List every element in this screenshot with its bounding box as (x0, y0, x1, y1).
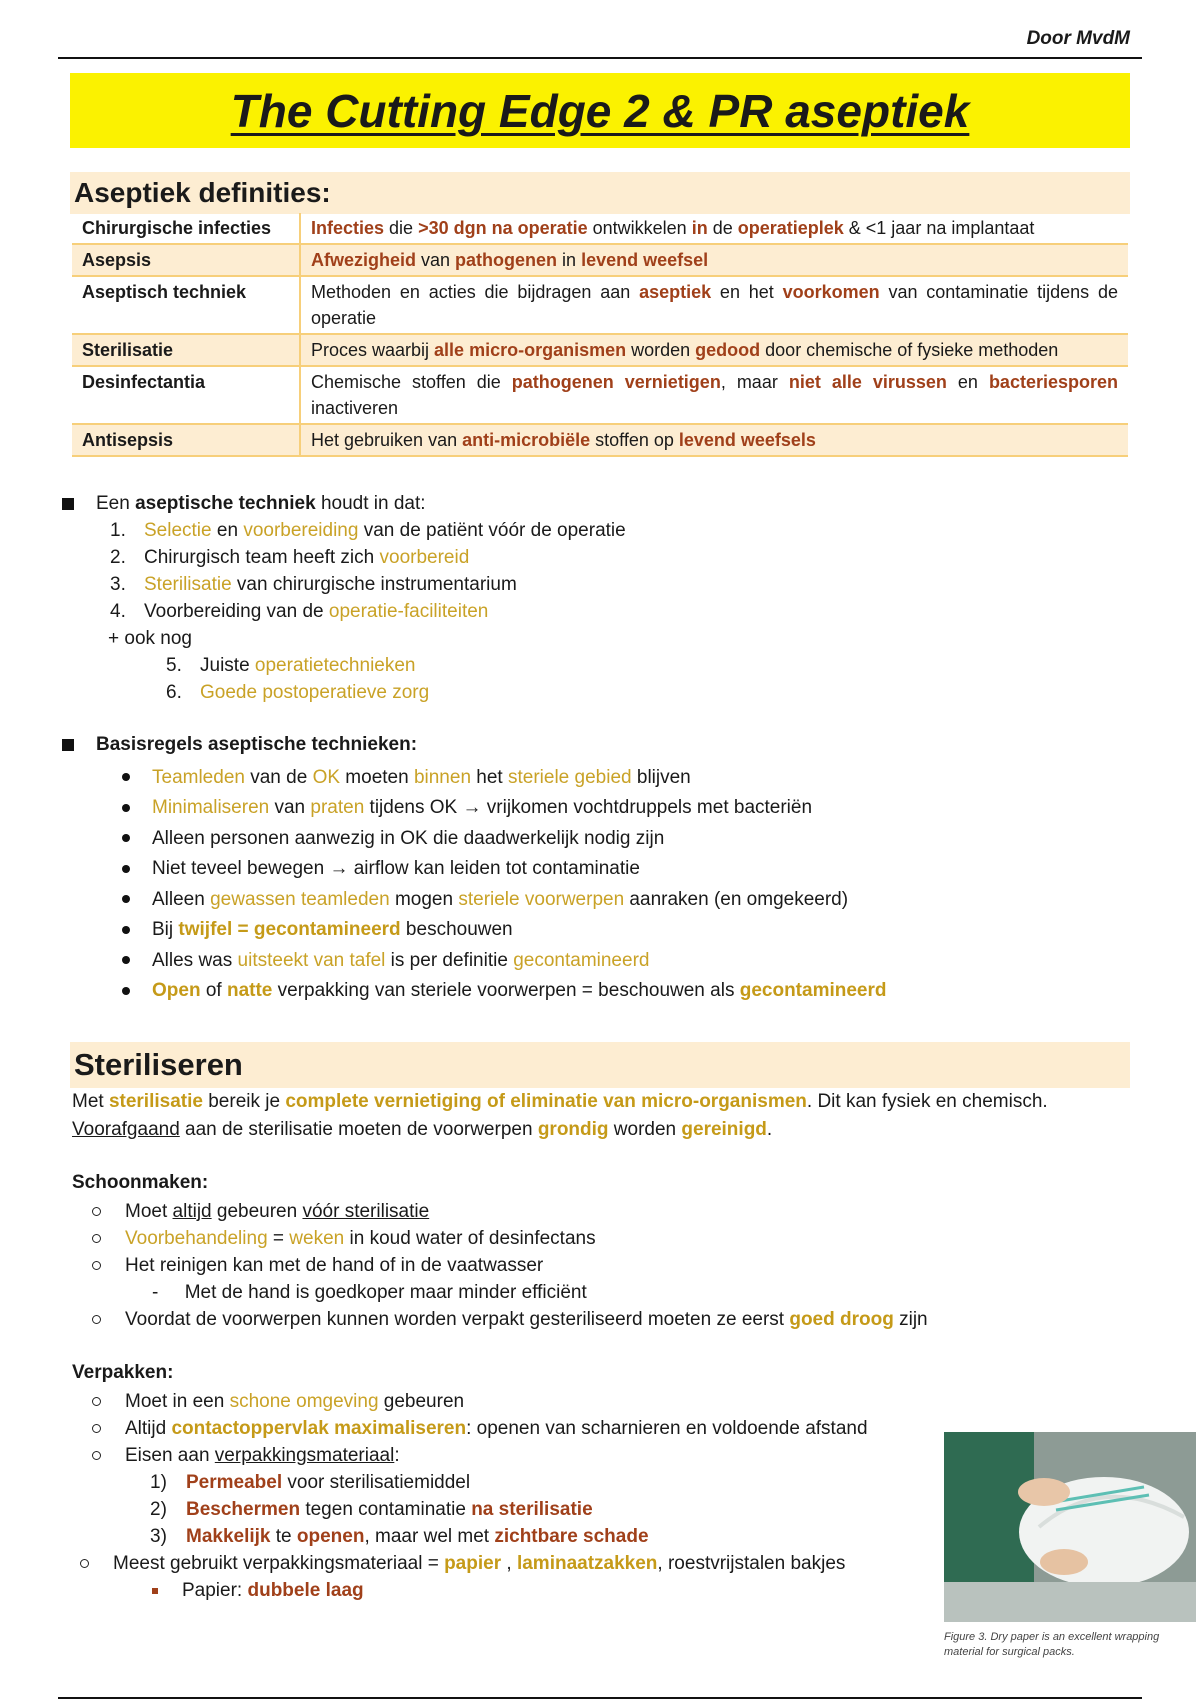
schoonmaken-heading: Schoonmaken: (72, 1172, 209, 1193)
rule-item: Open of natte verpakking van steriele voorwerpen = beschouwen als gecontamineerd (62, 976, 887, 1007)
definition-desc: Methoden en acties die bijdragen aan aseptiek en het voorkomen van contaminatie tijdens de operatie (300, 276, 1128, 334)
bullet-dot-icon (122, 834, 130, 842)
schoonmaken-item: Het reinigen kan met de hand of in de vaatwasser (92, 1252, 928, 1279)
definition-desc: Afwezigheid van pathogenen in levend weefsel (300, 244, 1128, 276)
technique-intro-text: Een aseptische techniek houdt in dat: (96, 493, 426, 514)
steriliseren-heading-bar (70, 1042, 1130, 1088)
rules-block (62, 731, 887, 1006)
definition-desc: Infecties die >30 dgn na operatie ontwikkelen in de operatieplek & <1 jaar na implantaat (300, 213, 1128, 244)
schoonmaken-dash-item: - Met de hand is goedkoper maar minder efficiënt (152, 1282, 587, 1303)
mostused-item: Meest gebruikt verpakkingsmateriaal = papier , laminaatzakken, roestvrijstalen bakjes (80, 1550, 845, 1577)
rule-item: Alleen personen aanwezig in OK die daadwerkelijk nodig zijn (62, 823, 887, 854)
definition-desc: Chemische stoffen die pathogenen vernietigen, maar niet alle virussen en bacteriesporen inactiveren (300, 366, 1128, 424)
technique-block (62, 490, 626, 706)
hands-wrapping-illustration (944, 1432, 1196, 1622)
square-bullet-icon (62, 498, 74, 510)
bullet-dot-icon (122, 926, 130, 934)
verpakken-item: Moet in een schone omgeving gebeuren (92, 1388, 868, 1415)
definition-desc: Proces waarbij alle micro-organismen worden gedood door chemische of fysieke methoden (300, 334, 1128, 366)
steriliseren-intro-line-1: Met sterilisatie bereik je complete vernietiging of eliminatie van micro-organismen. Dit kan fysiek en chemisch. (72, 1091, 1048, 1112)
verpakken-item: Eisen aan verpakkingsmateriaal: (92, 1442, 868, 1469)
definition-desc: Het gebruiken van anti-microbiële stoffen op levend weefsels (300, 424, 1128, 456)
wrapping-photo (944, 1432, 1196, 1622)
circle-bullet-icon (92, 1261, 101, 1270)
definitions-table (72, 213, 1128, 457)
rule-item: Niet teveel bewegen → airflow kan leiden tot contaminatie (62, 854, 887, 885)
packaging-requirement: 2) Beschermen tegen contaminatie na sterilisatie (150, 1499, 593, 1520)
definition-term: Chirurgische infecties (72, 213, 300, 244)
definition-term: Aseptisch techniek (72, 276, 300, 334)
bullet-dot-icon (122, 956, 130, 964)
header-divider (58, 57, 1142, 59)
definitions-heading-bar (70, 172, 1130, 214)
schoonmaken-item: Moet altijd gebeuren vóór sterilisatie (92, 1198, 928, 1225)
rule-item: Alles was uitsteekt van tafel is per definitie gecontamineerd (62, 945, 887, 976)
page-title: The Cutting Edge 2 & PR aseptiek (230, 84, 970, 137)
definition-row (72, 334, 1128, 366)
definition-term: Asepsis (72, 244, 300, 276)
verpakken-item: Altijd contactoppervlak maximaliseren: openen van scharnieren en voldoende afstand (92, 1415, 868, 1442)
circle-bullet-icon (92, 1207, 101, 1216)
packaging-requirement: 1) Permeabel voor sterilisatiemiddel (150, 1472, 471, 1493)
verpakken-list (92, 1388, 868, 1550)
figure-caption: Figure 3. Dry paper is an excellent wrapping material for surgical packs. (944, 1631, 1160, 1658)
bullet-dot-icon (122, 895, 130, 903)
circle-bullet-icon (92, 1424, 101, 1433)
also-label: + ook nog (108, 628, 192, 649)
circle-bullet-icon (80, 1559, 89, 1568)
rule-item: Minimaliseren van praten tijdens OK → vrijkomen vochtdruppels met bacteriën (62, 793, 887, 824)
small-square-bullet-icon (152, 1588, 158, 1594)
definition-row (72, 213, 1128, 244)
verpakken-mostused-list (80, 1550, 845, 1604)
schoonmaken-item: Voorbehandeling = weken in koud water of desinfectans (92, 1225, 928, 1252)
steriliseren-intro (72, 1088, 1132, 1144)
definition-row (72, 366, 1128, 424)
technique-list-item: 2. Chirurgisch team heeft zich voorbereid (110, 547, 470, 568)
square-bullet-icon (62, 739, 74, 751)
author-label: Door MvdM (1026, 28, 1130, 49)
definition-term: Desinfectantia (72, 366, 300, 424)
verpakken-heading: Verpakken: (72, 1362, 174, 1383)
paper-item: Papier: dubbele laag (80, 1577, 845, 1604)
circle-bullet-icon (92, 1315, 101, 1324)
bullet-dot-icon (122, 773, 130, 781)
rules-intro (62, 731, 887, 758)
schoonmaken-list (92, 1198, 928, 1333)
bullet-dot-icon (122, 865, 130, 873)
technique-intro (62, 490, 626, 517)
technique-list-item: 5. Juiste operatietechnieken (166, 655, 416, 676)
bullet-dot-icon (122, 804, 130, 812)
bullet-dot-icon (122, 987, 130, 995)
technique-list-item: 6. Goede postoperatieve zorg (166, 682, 430, 703)
circle-bullet-icon (92, 1234, 101, 1243)
steriliseren-heading: Steriliseren (74, 1047, 243, 1082)
rule-item: Alleen gewassen teamleden mogen steriele voorwerpen aanraken (en omgekeerd) (62, 884, 887, 915)
circle-bullet-icon (92, 1397, 101, 1406)
footer-divider (58, 1697, 1142, 1699)
packaging-requirement: 3) Makkelijk te openen, maar wel met zichtbare schade (150, 1526, 649, 1547)
definition-row (72, 244, 1128, 276)
rules-heading: Basisregels aseptische technieken: (96, 734, 418, 755)
technique-list-item: 1. Selectie en voorbereiding van de patiënt vóór de operatie (110, 520, 626, 541)
schoonmaken-last-item: Voordat de voorwerpen kunnen worden verpakt gesteriliseerd moeten ze eerst goed droog zijn (92, 1306, 928, 1333)
definition-term: Antisepsis (72, 424, 300, 456)
rule-item: Bij twijfel = gecontamineerd beschouwen (62, 915, 887, 946)
definitions-heading: Aseptiek definities: (74, 177, 331, 208)
technique-list-item: 4. Voorbereiding van de operatie-faciliteiten (110, 601, 489, 622)
technique-list-item: 3. Sterilisatie van chirurgische instrumentarium (110, 574, 517, 595)
circle-bullet-icon (92, 1451, 101, 1460)
steriliseren-intro-line-2: Voorafgaand aan de sterilisatie moeten de voorwerpen grondig worden gereinigd. (72, 1119, 773, 1140)
rule-item: Teamleden van de OK moeten binnen het steriele gebied blijven (62, 762, 887, 793)
definition-row (72, 424, 1128, 456)
definition-term: Sterilisatie (72, 334, 300, 366)
definition-row (72, 276, 1128, 334)
title-banner (70, 73, 1130, 148)
